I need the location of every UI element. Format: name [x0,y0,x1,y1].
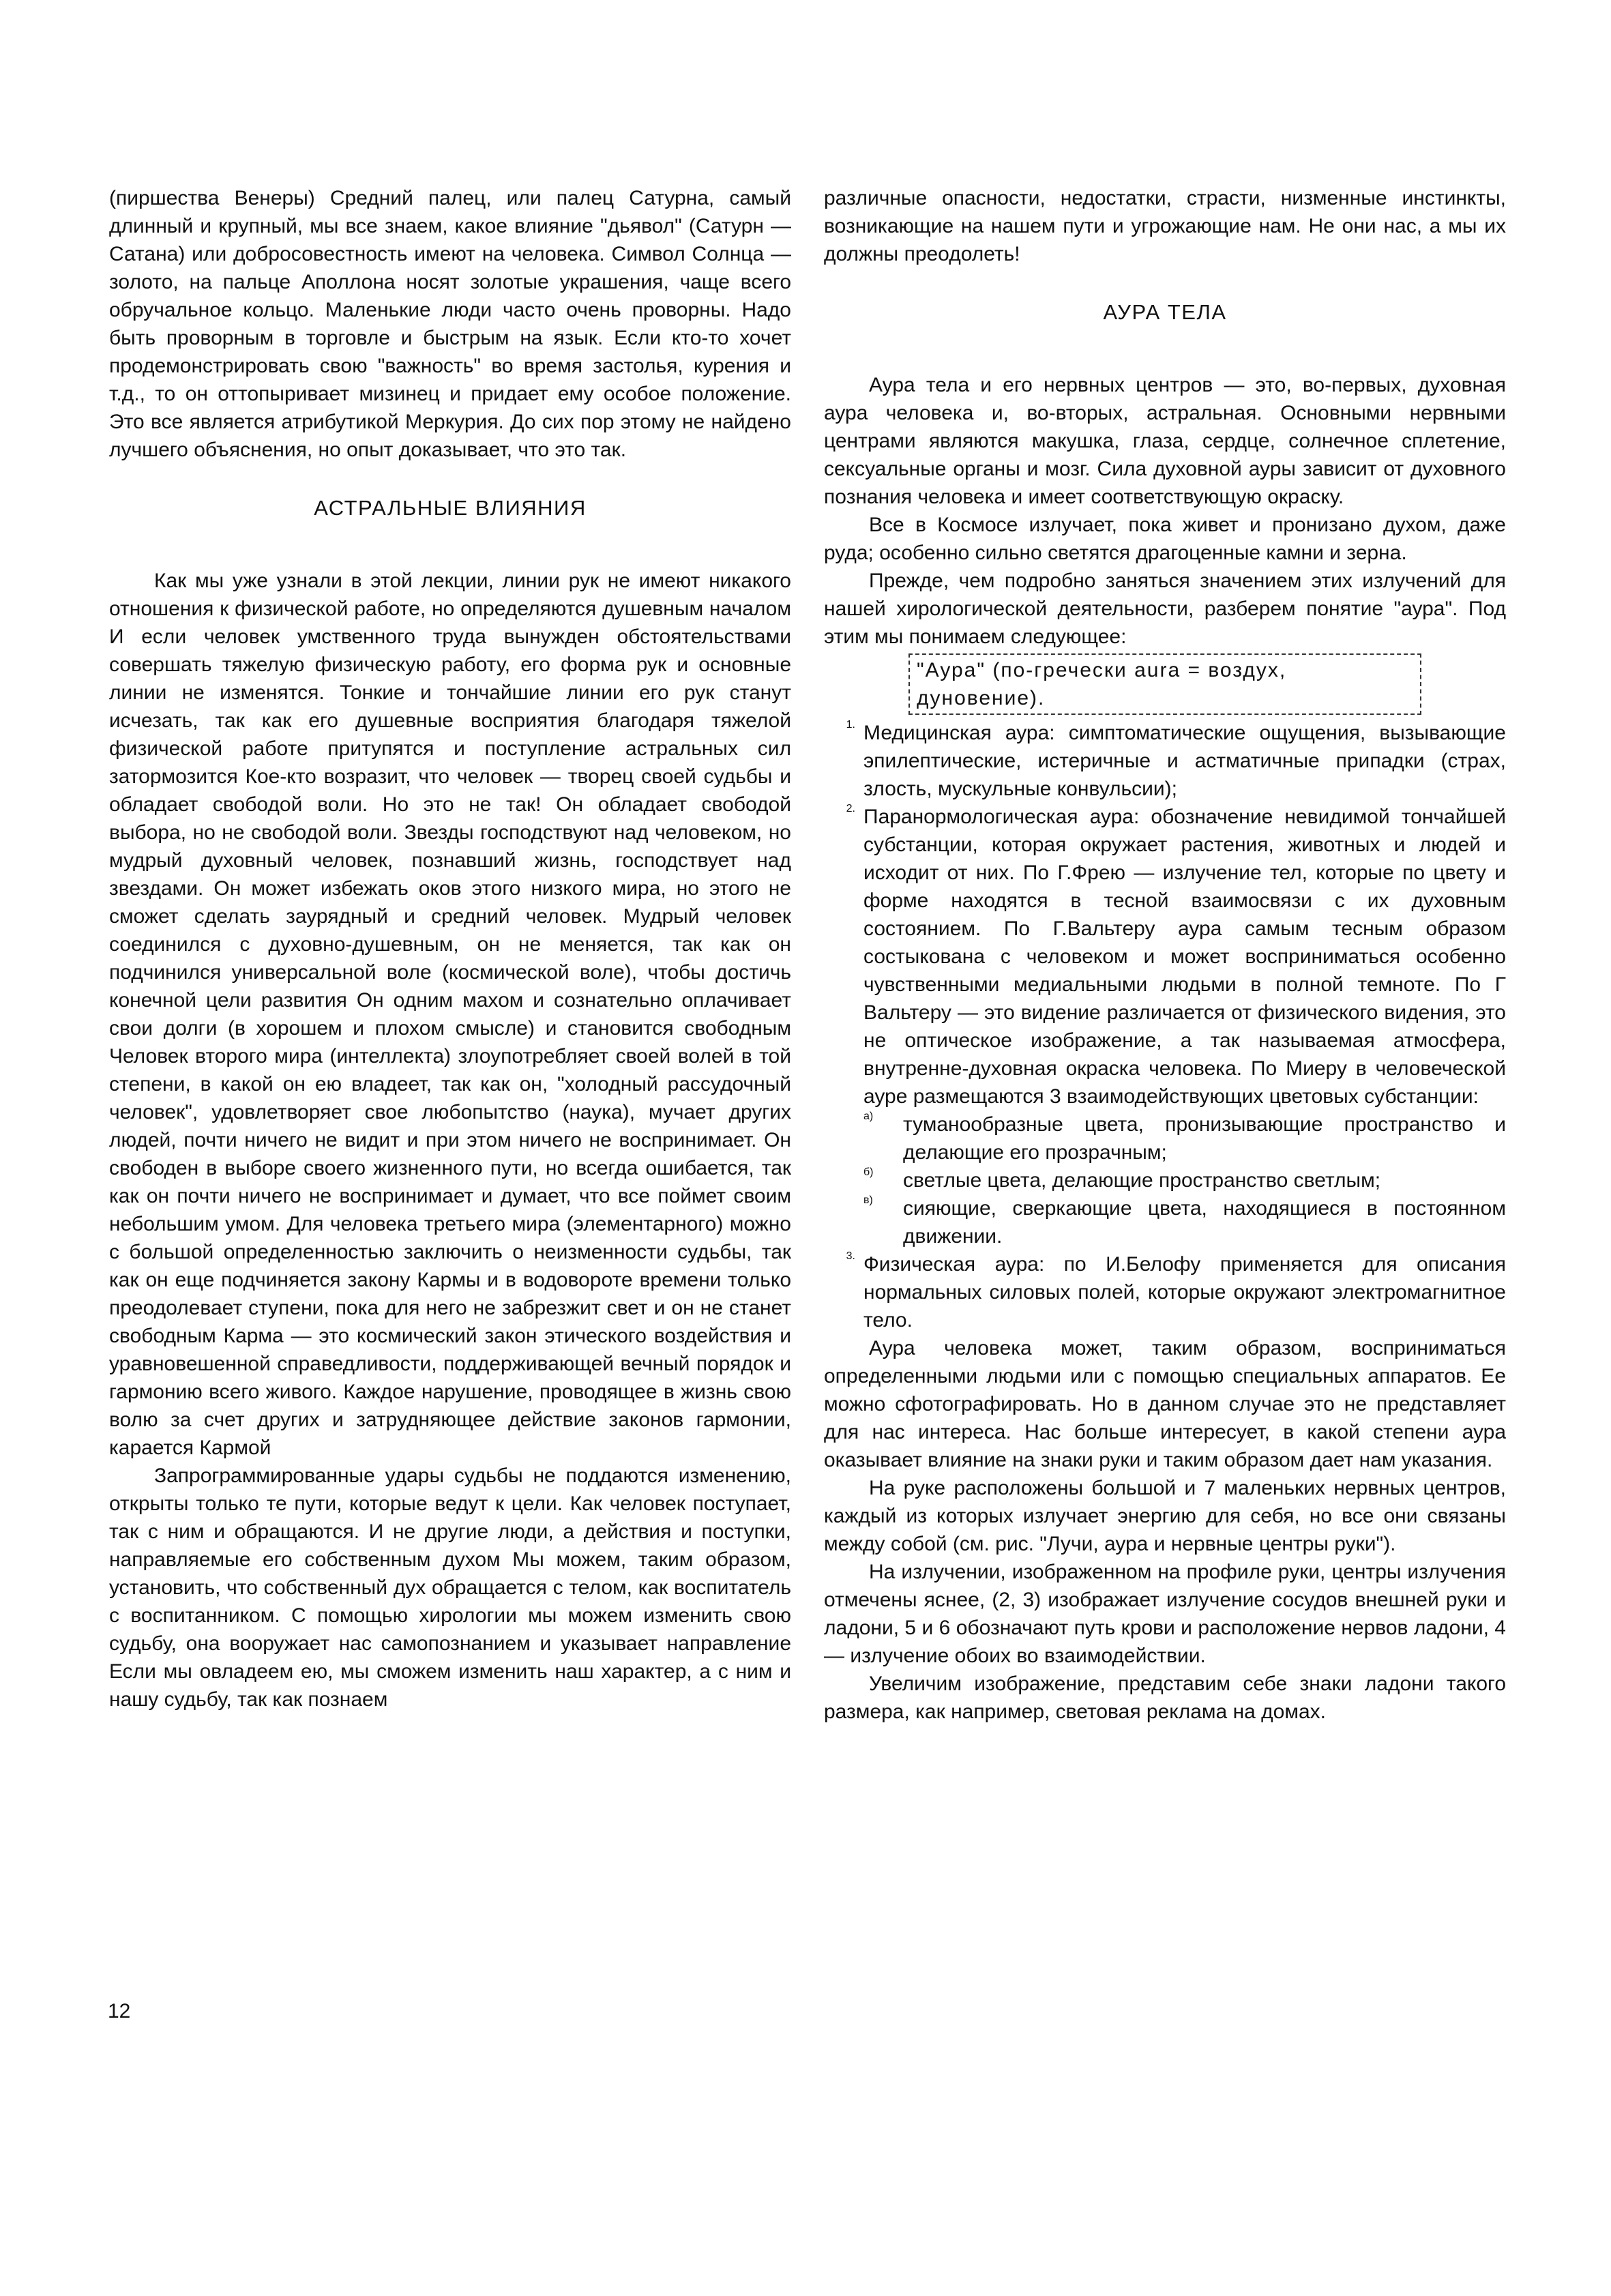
page-number: 12 [108,2000,131,2022]
sublist-letter: б) [863,1166,874,1178]
definition-box: "Аура" (по-гречески aura = воздух, дуновение). [908,653,1421,715]
paragraph: Как мы уже узнали в этой лекции, линии рук не имеют никакого отношения к физической работе, но определяются душевным началом И если человек умственного труда вынужден обстоятельствами совершать тяжелую физическую работу, его форма рук и основные линии не изменятся. Тонкие и тончайшие линии его рук станут исчезать, так как его душевные восприятия благодаря тяжелой физической работе притупятся и поступление астральных сил затормозится Кое-кто возразит, что человек — творец своей судьбы и обладает свободой воли. Но это не так! Он обладает свободой выбора, но не свободой воли. Звезды господствуют над человеком, но мудрый духовный человек, познавший жизнь, господствует над звездами. Он может избежать оков этого низкого мира, но этого не сможет сделать заурядный и средний человек. Мудрый человек соединился с духовно-душевным, он не меняется, так как он подчинился универсальной воле (космической воле), чтобы достичь конечной цели развития Он одним махом и сознательно оплачивает свои долги (в хорошем и плохом смысле) и становится свободным Человек второго мира (интеллекта) злоупотребляет своей волей в той степени, в какой он ею владеет, так как он, "холодный рассудочный человек", удовлетворяет свое любопытство (наука), мучает других людей, почти ничего не видит и при этом ничего не воспринимает. Он свободен в выборе своего жизненного пути, но всегда ошибается, так как он почти ничего не воспринимает и думает, что все поймет своим небольшим умом. Для человека третьего мира (элементарного) можно с большой определенностью заключить о неизменности судьбы, так как он еще подчиняется закону Кармы и в водовороте времени только преодолевает ступени, пока для него не забрезжит свет и он не станет свободным Карма — это космический закон этического воздействия и уравновешенной справедливости, поддерживающей вечный порядок и гармонию всего живого. Каждое нарушение, проводящее в жизнь свою волю за счет других и затрудняющее действие законов гармонии, карается Кармой [109,570,791,1459]
section-heading: АУРА ТЕЛА [1103,300,1227,324]
right-column [824,184,1506,1726]
list-number: 1. [846,719,855,731]
paragraph: Аура человека может, таким образом, восприниматься определенными людьми или с помощью специальных аппаратов. Ее можно сфотографировать. Но в данном случае это не представляет для нас интереса. Нас больше интересует, в какой степени аура оказывает влияние на знаки руки и таким образом дает нам указания. [824,1337,1506,1471]
sublist-text: сияющие, сверкающие цвета, находящиеся в постоянном движении. [903,1197,1506,1248]
sublist-letter: в) [863,1194,873,1206]
paragraph: Увеличим изображение, представим себе знаки ладони такого размера, как например, световая реклама на домах. [824,1673,1506,1723]
paragraph: Аура тела и его нервных центров — это, во-первых, духовная аура человека и, во-вторых, астральная. Основными нервными центрами являются макушка, глаза, сердце, солнечное сплетение, сексуальные органы и мозг. Сила духовной ауры зависит от духовного познания человека и имеет соответствующую окраску. [824,374,1506,508]
list-item [824,803,1506,1110]
section-heading: АСТРАЛЬНЫЕ ВЛИЯНИЯ [314,496,587,520]
left-column [109,184,791,1713]
sublist-item [863,1194,1506,1250]
paragraph: На руке расположены большой и 7 маленьких нервных центров, каждый из которых излучает энергию для себя, но все они связаны между собой (см. рис. "Лучи, аура и нервные центры руки"). [824,1477,1506,1555]
list-text: Медицинская аура: симптоматические ощущения, вызывающие эпилептические, истеричные и астматичные припадки (страх, злость, мускульные конвульсии); [863,722,1506,800]
paragraph: На излучении, изображенном на профиле руки, центры излучения отмечены яснее, (2, 3) изображает излучение сосудов внешней руки и ладони, 5 и 6 обозначают путь крови и расположение нервов ладони, 4 — излучение обоих во взаимодействии. [824,1561,1506,1667]
paragraph: различные опасности, недостатки, страсти, низменные инстинкты, возникающие на нашем пути и угрожающие нам. Не они нас, а мы их должны преодолеть! [824,187,1506,265]
paragraph: Запрограммированные удары судьбы не поддаются изменению, открыты только те пути, которые ведут к цели. Как человек поступает, так с ним и обращаются. И не другие люди, а действия и поступки, направляемые его собственным духом Мы можем, таким образом, установить, что собственный дух обращается с телом, как воспитатель с воспитанником. С помощью хирологии мы можем изменить свою судьбу, она вооружает нас самопознанием и указывает направление Если мы овладеем ею, мы сможем изменить наш характер, а с ним и нашу судьбу, так как познаем [109,1465,791,1711]
list-text: Физическая аура: по И.Белофу применяется для описания нормальных силовых полей, которые окружают электромагнитное тело. [863,1253,1506,1331]
list-text: Паранормологическая аура: обозначение невидимой тончайшей субстанции, которая окружает растения, животных и людей и исходит от них. По Г.Фрею — излучение тел, которые по цвету и форме находятся в тесной взаимосвязи с их духовным состоянием. По Г.Вальтеру аура самым тесным образом состыкована с человеком и может восприниматься особенно чувственными медиальными людьми в полной темноте. По Г Вальтеру — это видение различается от физического видения, это не оптическое изображение, а так называемая атмосфера, внутренне-духовная окраска человека. По Миеру в человеческой ауре размещаются 3 взаимодействующих цветовых субстанции: [863,806,1506,1108]
list-item [824,1250,1506,1334]
list-number: 2. [846,803,855,814]
paragraph: Прежде, чем подробно заняться значением этих излучений для нашей хирологической деятельности, разберем понятие "аура". Под этим мы понимаем следующее: [824,570,1506,648]
sublist-text: светлые цвета, делающие пространство светлым; [903,1169,1381,1192]
list-item [824,719,1506,803]
paragraph: Все в Космосе излучает, пока живет и пронизано духом, даже руда; особенно сильно светятся драгоценные камни и зерна. [824,514,1506,564]
sublist-text: туманообразные цвета, пронизывающие пространство и делающие его прозрачным; [903,1113,1506,1164]
paragraph: (пиршества Венеры) Средний палец, или палец Сатурна, самый длинный и крупный, мы все знаем, какое влияние "дьявол" (Сатурн — Сатана) или добросовестность имеют на человека. Символ Солнца — золото, на пальце Аполлона носят золотые украшения, чаще всего обручальное кольцо. Маленькие люди часто очень проворны. Надо быть проворным в торговле и быстрым на язык. Если кто-то хочет продемонстрировать свою "важность" во время застолья, курения и т.д., то он оттопыривает мизинец и придает ему особое положение. Это все является атрибутикой Меркурия. До сих пор этому не найдено лучшего объяснения, но опыт доказывает, что это так. [109,187,791,461]
sublist-item [863,1110,1506,1166]
list-number: 3. [846,1250,855,1262]
sublist-letter: а) [863,1110,874,1122]
sublist-item [863,1166,1506,1194]
